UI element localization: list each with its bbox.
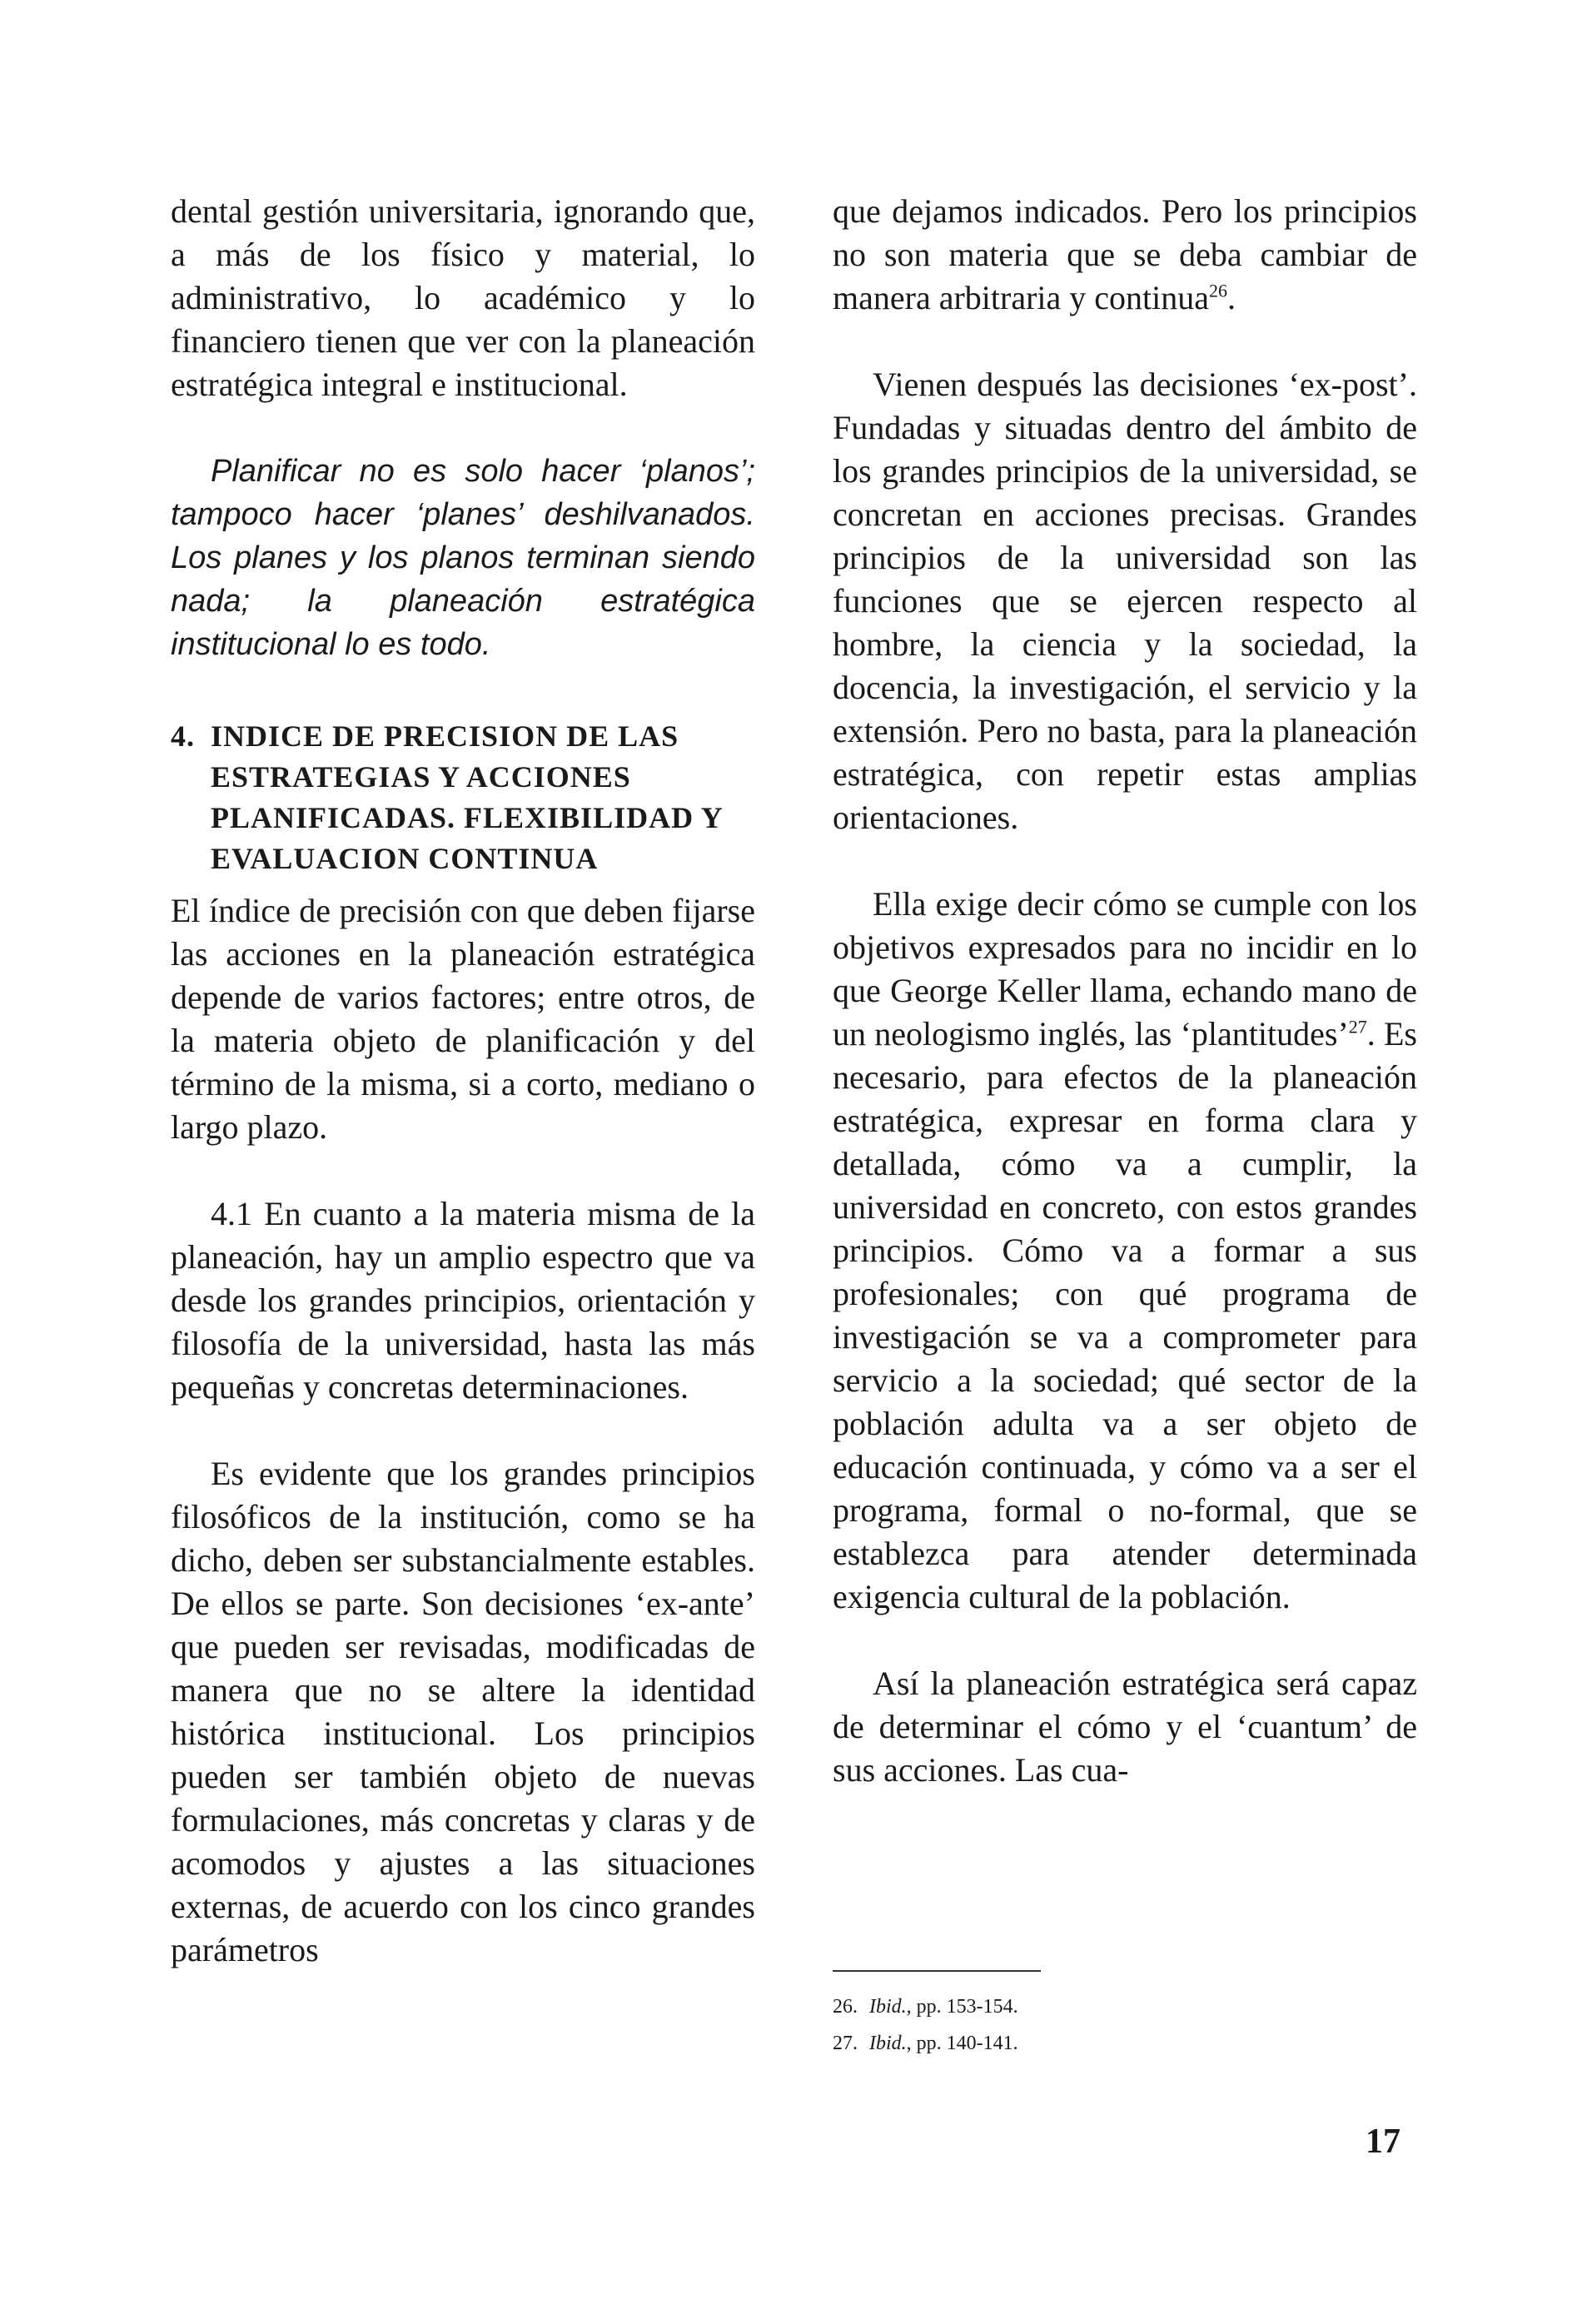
paragraph-text: que dejamos indicados. Pero los principios no son materia que se deba cambiar de manera arbitraria y continua [833,192,1417,316]
paragraph-end: . [1227,279,1236,316]
section-title: INDICE DE PRECISION DE LAS ESTRATEGIAS Y ACCIONES PLANIFICADAS. FLEXIBILIDAD Y EVALUACION CONTINUA [211,719,723,875]
paragraph-principles: Es evidente que los grandes principios filosóficos de la institución, como se ha dicho, deben ser substancialmente estables. De ellos se parte. Son decisiones ‘ex-ante’ que pueden ser revisadas, modificadas de manera que no se altere la identidad histórica institucional. Los principios pueden ser también objeto de nuevas formulaciones, más concretas y claras y de acomodos y ajustes a las situaciones externas, de acuerdo con los cinco grandes parámetros [171,1455,755,1968]
page-number: 17 [1366,2122,1400,2161]
paragraph-4-1: 4.1 En cuanto a la materia misma de la planeación, hay un amplio espectro que va desde los grandes principios, orientación y filosofía de la universidad, hasta las más pequeñas y concretas determinaciones. [171,1195,755,1406]
section-number: 4. [171,719,195,753]
paragraph-continuation: dental gestión universitaria, ignorando que, a más de los físico y material, lo administrativo, lo académico y lo financiero tienen que ver con la planeación estratégica integral e institucional. [171,192,755,403]
italic-quote: Planificar no es solo hacer ‘planos’; tampoco hacer ‘planes’ deshilvanados. Los planes y los planos terminan siendo nada; la planeación estratégica institucional lo es todo. [171,454,755,662]
footnote-ibid: Ibid. [869,1996,907,2018]
paragraph-precision-index: El índice de precisión con que deben fijarse las acciones en la planeación estratégica depende de varios factores; entre otros, de la materia objeto de planificación y del término de la misma, si a corto, mediano o largo plazo. [171,892,755,1146]
paragraph-cuantum: Así la planeación estratégica será capaz de determinar el cómo y el ‘cuantum’ de sus acciones. Las cua- [833,1665,1417,1789]
paragraph-plantitudes [833,883,1417,1619]
footnote-divider [833,1970,1041,1972]
footnote-number: 26. [833,1996,858,2018]
left-column [171,190,755,1972]
footnote-ref-27: 27 [1348,1016,1367,1038]
footnotes [833,1988,1415,2062]
footnote-ibid: Ibid. [869,2033,907,2054]
right-column [833,190,1417,1792]
section-heading [171,716,755,879]
paragraph-ex-post: Vienen después las decisiones ‘ex-post’. Fundadas y situadas dentro del ámbito de los grandes principios de la universidad, se concretan en acciones precisas. Grandes principios de la universidad son las funciones que se ejercen respecto al hombre, la ciencia y la sociedad, la docencia, la investigación, el servicio y la extensión. Pero no basta, para la planeación estratégica, con repetir estas amplias orientaciones. [833,366,1417,836]
paragraph-text-a: Ella exige decir cómo se cumple con los objetivos expresados para no incidir en lo que George Keller llama, echando mano de un neologismo inglés, las ‘plantitudes’ [833,885,1417,1053]
paragraph-continuation-right [833,190,1417,320]
footnote-26 [833,1988,1415,2025]
footnote-ref-26: 26 [1209,280,1227,301]
footnote-pages: , pp. 140-141. [906,2033,1018,2054]
footnote-number: 27. [833,2033,858,2054]
footnote-27 [833,2025,1415,2062]
paragraph-text-b: . Es necesario, para efectos de la planeación estratégica, expresar en forma clara y detallada, cómo va a cumplir, la universidad en concreto, con estos grandes principios. Cómo va a formar a sus profesionales; con qué programa de investigación se va a comprometer para servicio a la sociedad; qué sector de la población adulta va a ser objeto de educación continuada, y cómo va a ser el programa, formal o no-formal, que se establezca para atender determinada exigencia cultural de la población. [833,1015,1418,1615]
footnote-pages: , pp. 153-154. [906,1996,1018,2018]
